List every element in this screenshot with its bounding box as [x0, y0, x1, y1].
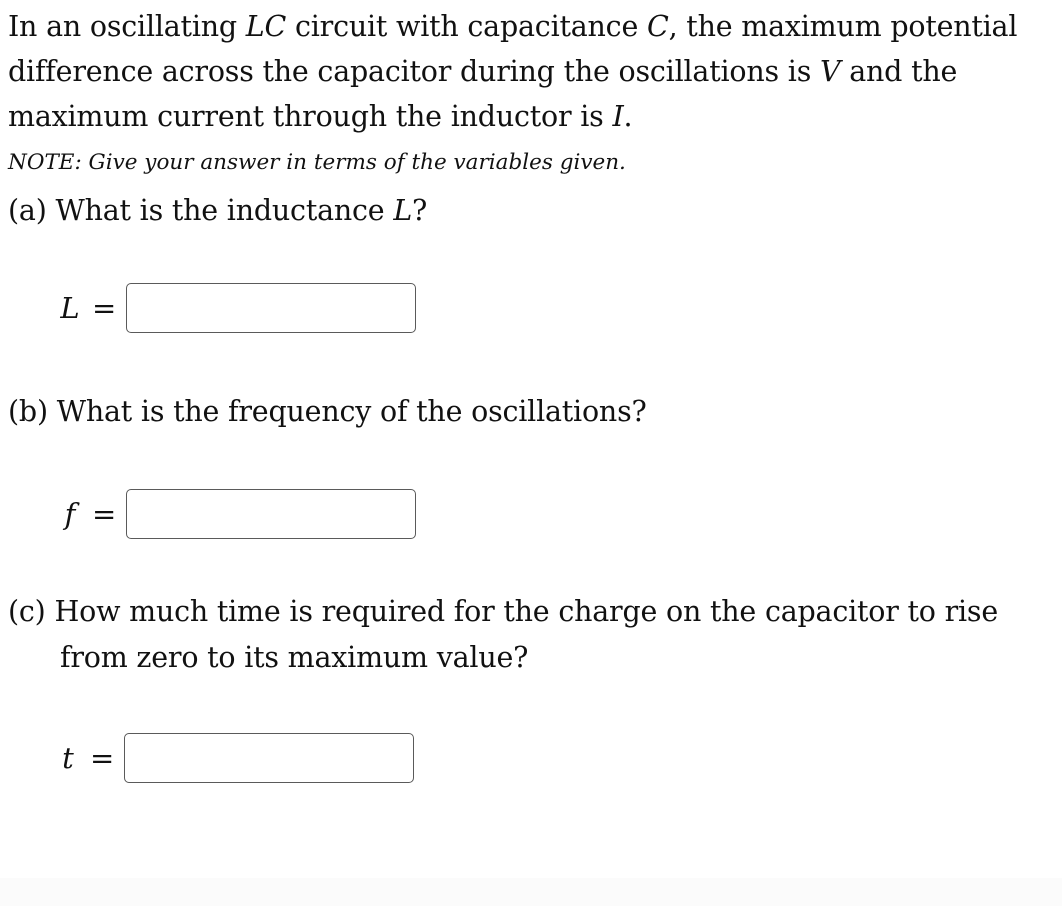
- question-text-line-2: from zero to its maximum value?: [60, 641, 529, 674]
- frequency-input[interactable]: [126, 489, 416, 539]
- time-input[interactable]: [124, 733, 414, 783]
- answer-variable-label: t: [62, 741, 74, 775]
- text-segment: In an oscillating: [8, 10, 246, 43]
- question-label: (b): [8, 395, 48, 428]
- text-segment: , the maximum potential: [668, 10, 1018, 43]
- answer-variable-label: L: [60, 291, 80, 325]
- text-segment: circuit with capacitance: [286, 10, 647, 43]
- inductance-input[interactable]: [126, 283, 416, 333]
- problem-line-3: [8, 94, 1056, 139]
- math-variable-i: I: [612, 100, 624, 133]
- problem-statement: [8, 4, 1056, 139]
- question-label: (a): [8, 194, 47, 227]
- text-segment: difference across the capacitor during the oscillations is: [8, 55, 820, 88]
- equals-sign: =: [92, 291, 117, 325]
- question-text: What is the frequency of the oscillations?: [56, 395, 647, 428]
- question-text-line-1: How much time is required for the charge on the capacitor to rise: [54, 595, 999, 628]
- math-variable-lc: LC: [245, 10, 287, 43]
- answer-row-c: [56, 731, 414, 785]
- bottom-strip: [0, 878, 1062, 906]
- note-text: NOTE: Give your answer in terms of the variables given.: [8, 150, 626, 175]
- equals-sign: =: [90, 741, 115, 775]
- text-segment: .: [623, 100, 633, 133]
- text-segment: maximum current through the inductor is: [8, 100, 613, 133]
- question-label: (c): [8, 595, 46, 628]
- problem-line-1: [8, 4, 1056, 49]
- equals-sign: =: [92, 497, 117, 531]
- problem-line-2: [8, 49, 1056, 94]
- text-segment: and the: [840, 55, 958, 88]
- question-b: [8, 389, 647, 435]
- question-text: [56, 194, 428, 227]
- math-variable-v: V: [819, 55, 841, 88]
- question-a: [8, 188, 427, 234]
- answer-row-b: [58, 487, 416, 541]
- question-c: [8, 589, 998, 681]
- math-variable-l: L: [393, 194, 413, 227]
- math-variable-c: C: [646, 10, 669, 43]
- text-segment: What is the inductance: [55, 194, 394, 227]
- text-segment: ?: [412, 194, 428, 227]
- answer-row-a: [58, 281, 416, 335]
- answer-variable-label: f: [64, 497, 76, 531]
